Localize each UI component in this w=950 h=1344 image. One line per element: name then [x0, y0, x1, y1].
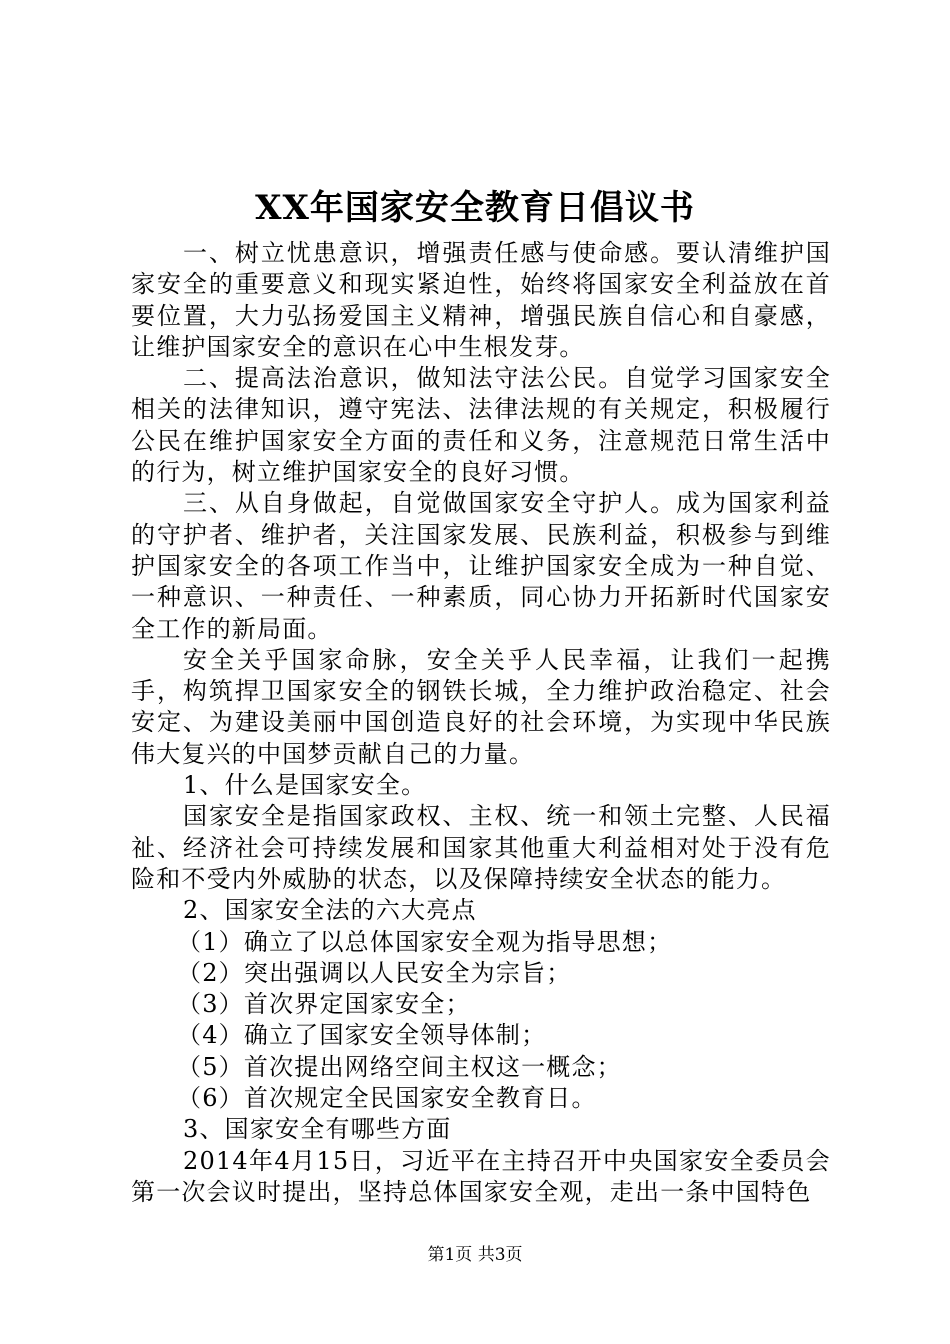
page-number-footer: 第1页 共3页 — [427, 1245, 523, 1265]
paragraph-2: 二、提高法治意识，做知法守法公民。自觉学习国家安全相关的法律知识，遵守宪法、法律法规的有关规定，积极履行公民在维护国家安全方面的责任和义务，注意规范日常生活中的行为，树立维护国家安全的良好习惯。 — [131, 364, 831, 487]
highlight-item-2: （2）突出强调以人民安全为宗旨； — [177, 958, 572, 987]
section-1-heading: 1、什么是国家安全。 — [183, 771, 427, 800]
paragraph-1: 一、树立忧患意识，增强责任感与使命感。要认清维护国家安全的重要意义和现实紧迫性，始终将国家安全利益放在首要位置，大力弘扬爱国主义精神，增强民族自信心和自豪感，让维护国家安全的意识在心中生根发芽。 — [131, 239, 831, 361]
section-1-text: 国家安全是指国家政权、主权、统一和领土完整、人民福祉、经济社会可持续发展和国家其他重大利益相对处于没有危险和不受内外威胁的状态，以及保障持续安全状态的能力。 — [131, 802, 831, 893]
section-3-heading: 3、国家安全有哪些方面 — [183, 1115, 452, 1144]
document-body — [131, 238, 831, 1208]
highlight-item-6: （6）首次规定全民国家安全教育日。 — [177, 1084, 597, 1113]
section-3-text: 2014年4月15日，习近平在主持召开中央国家安全委员会第一次会议时提出，坚持总体国家安全观，走出一条中国特色 — [131, 1146, 831, 1206]
highlight-item-5: （5）首次提出网络空间主权这一概念； — [177, 1052, 622, 1081]
section-2-heading: 2、国家安全法的六大亮点 — [183, 896, 477, 925]
highlight-item-1: （1）确立了以总体国家安全观为指导思想； — [177, 927, 673, 956]
paragraph-3: 三、从自身做起，自觉做国家安全守护人。成为国家利益的守护者、维护者，关注国家发展、民族利益，积极参与到维护国家安全的各项工作当中，让维护国家安全成为一种自觉、一种意识、一种责任、一种素质，同心协力开拓新时代国家安全工作的新局面。 — [131, 489, 831, 643]
paragraph-4: 安全关乎国家命脉，安全关乎人民幸福，让我们一起携手，构筑捍卫国家安全的钢铁长城，全力维护政治稳定、社会安定、为建设美丽中国创造良好的社会环境，为实现中华民族伟大复兴的中国梦贡献自己的力量。 — [131, 645, 831, 768]
highlight-item-4: （4）确立了国家安全领导体制； — [177, 1021, 547, 1050]
highlight-item-3: （3）首次界定国家安全； — [177, 990, 471, 1019]
document-title: XX年国家安全教育日倡议书 — [255, 188, 695, 228]
